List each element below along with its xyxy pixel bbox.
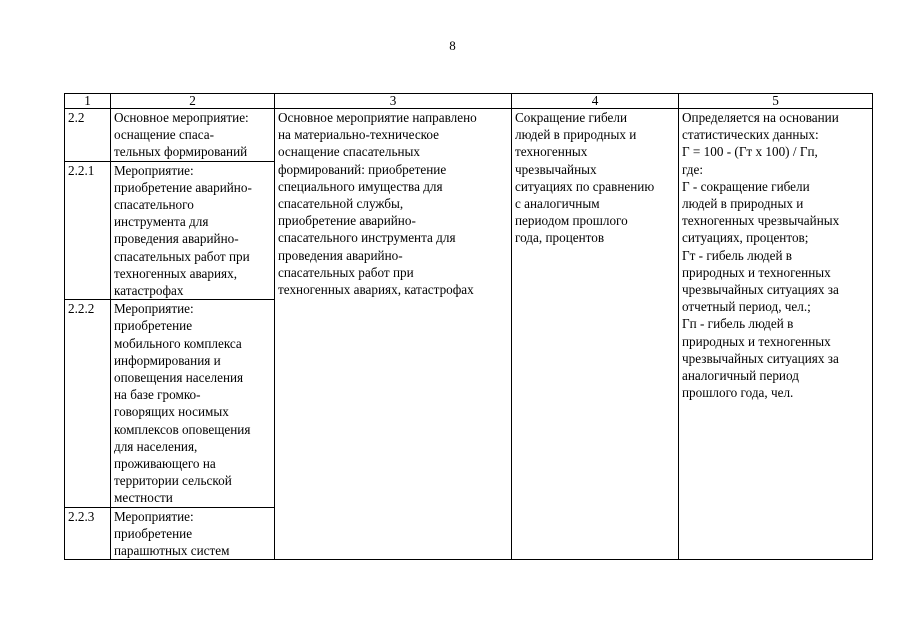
table-row (65, 109, 873, 162)
indicator-name: Сокращение гибели людей в природных и техногенных чрезвычайных ситуациях по сравнению с аналогичным периодом прошлого года, процентов (512, 109, 679, 560)
measure-description: Основное мероприятие направлено на материально-техническое оснащение спасательных формирований: приобретение специального имущества для спасательной службы, приобретение аварийно- спасательного инструмента для проведения аварийно- спасательных работ при техногенных авариях, катастрофах (275, 109, 512, 560)
calculation-method: Определяется на основании статистических данных: Г = 100 - (Гт х 100) / Гп, где: Г - сокращение гибели людей в природных и техногенных чрезвычайных ситуациях, процентов; Гт - гибель людей в природных и техногенных чрезвычайных ситуациях за отчетный период, чел.; Гп - гибель людей в природных и техногенных чрезвычайных ситуациях за аналогичный период прошлого года, чел. (679, 109, 873, 560)
measure-name: Основное мероприятие: оснащение спаса- тельных формирований (111, 109, 275, 162)
column-header-2: 2 (111, 94, 275, 109)
column-header-1: 1 (65, 94, 111, 109)
table-body (65, 109, 873, 560)
measure-name: Мероприятие: приобретение аварийно- спасательного инструмента для проведения аварийно- спасательных работ при техногенных авариях, катастрофах (111, 161, 275, 300)
column-header-5: 5 (679, 94, 873, 109)
table-header (65, 94, 873, 109)
row-number: 2.2.2 (65, 300, 111, 507)
page-number: 8 (449, 38, 456, 53)
measure-name: Мероприятие: приобретение мобильного комплекса информирования и оповещения населения на базе громко- говорящих носимых комплексов оповещения для населения, проживающего на территории сельской местности (111, 300, 275, 507)
row-number: 2.2.1 (65, 161, 111, 300)
header-row (65, 94, 873, 109)
row-number: 2.2.3 (65, 507, 111, 560)
column-header-4: 4 (512, 94, 679, 109)
measures-table (64, 93, 873, 560)
column-header-3: 3 (275, 94, 512, 109)
row-number: 2.2 (65, 109, 111, 162)
measure-name: Мероприятие: приобретение парашютных систем (111, 507, 275, 560)
